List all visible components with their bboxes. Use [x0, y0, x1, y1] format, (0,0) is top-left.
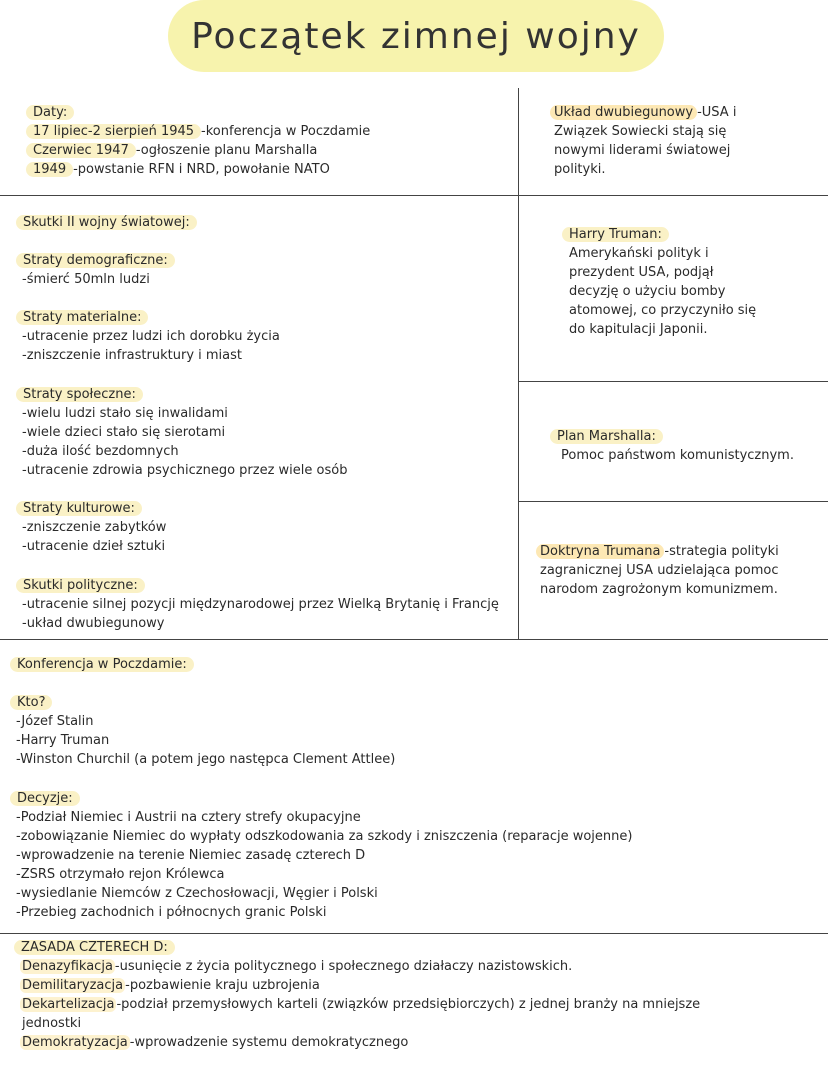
skutki-heading: Skutki II wojny światowej: [16, 213, 197, 232]
daty-heading: Daty: [26, 103, 74, 122]
divider [0, 933, 828, 934]
uklad-line: Układ dwubiegunowy -USA i [550, 103, 736, 122]
truman-heading: Harry Truman: [562, 225, 669, 244]
truman-line: prezydent USA, podjął [569, 265, 714, 280]
divider [518, 501, 828, 502]
zasada-item: jednostki [22, 1016, 82, 1031]
list-item: -Winston Churchil (a potem jego następca Clement Attlee) [16, 752, 396, 767]
marshall-heading: Plan Marshalla: [550, 427, 663, 446]
doktryna-line: Doktryna Trumana -strategia polityki [536, 542, 779, 561]
konferencja-heading: Konferencja w Poczdamie: [10, 655, 194, 674]
daty-item: 17 lipiec-2 sierpień 1945 -konferencja w Poczdamie [26, 122, 370, 141]
uklad-line: polityki. [554, 162, 606, 177]
uklad-line: Związek Sowiecki stają się [554, 124, 727, 139]
list-item: -utracenie dzieł sztuki [22, 539, 166, 554]
list-item: -utracenie przez ludzi ich dorobku życia [22, 329, 280, 344]
list-item: -duża ilość bezdomnych [22, 444, 179, 459]
divider [518, 381, 828, 382]
list-item: -ZSRS otrzymało rejon Królewca [16, 867, 225, 882]
straty-kulturowe-heading: Straty kulturowe: [16, 499, 142, 518]
divider [0, 639, 828, 640]
decyzje-heading: Decyzje: [10, 789, 80, 808]
list-item: -zobowiązanie Niemiec do wypłaty odszkodowania za szkody i zniszczenia (reparacje wojenne) [16, 829, 633, 844]
list-item: -śmierć 50mln ludzi [22, 272, 150, 287]
list-item: -zniszczenie zabytków [22, 520, 167, 535]
straty-spoleczne-heading: Straty społeczne: [16, 385, 143, 404]
daty-item: Czerwiec 1947 -ogłoszenie planu Marshalla [26, 141, 317, 160]
straty-demograficzne-heading: Straty demograficzne: [16, 251, 175, 270]
marshall-text: Pomoc państwom komunistycznym. [561, 448, 794, 463]
list-item: -utracenie silnej pozycji międzynarodowej przez Wielką Brytanię i Francję [22, 597, 499, 612]
list-item: -wiele dzieci stało się sierotami [22, 425, 226, 440]
skutki-polityczne-heading: Skutki polityczne: [16, 576, 145, 595]
truman-line: do kapitulacji Japonii. [569, 322, 708, 337]
straty-materialne-heading: Straty materialne: [16, 308, 148, 327]
list-item: -Przebieg zachodnich i północnych granic Polski [16, 905, 327, 920]
list-item: -utracenie zdrowia psychicznego przez wiele osób [22, 463, 348, 478]
truman-line: atomowej, co przyczyniło się [569, 303, 757, 318]
list-item: -zniszczenie infrastruktury i miast [22, 348, 242, 363]
zasada-heading: ZASADA CZTERECH D: [14, 938, 175, 957]
list-item: -Podział Niemiec i Austrii na cztery strefy okupacyjne [16, 810, 361, 825]
list-item: -Józef Stalin [16, 714, 94, 729]
divider [0, 195, 828, 196]
truman-line: Amerykański polityk i [569, 246, 709, 261]
truman-line: decyzję o użyciu bomby [569, 284, 726, 299]
daty-item: 1949 -powstanie RFN i NRD, powołanie NATO [26, 160, 330, 179]
list-item: -wprowadzenie na terenie Niemiec zasadę czterech D [16, 848, 366, 863]
list-item: -wysiedlanie Niemców z Czechosłowacji, Węgier i Polski [16, 886, 378, 901]
page-title: Początek zimnej wojny [168, 0, 664, 72]
list-item: -układ dwubiegunowy [22, 616, 165, 631]
zasada-item: Demilitaryzacja -pozbawienie kraju uzbrojenia [22, 978, 320, 993]
zasada-item: Demokratyzacja -wprowadzenie systemu demokratycznego [22, 1035, 409, 1050]
zasada-item: Dekartelizacja -podział przemysłowych karteli (związków przedsiębiorczych) z jednej branży na mniejsze [22, 997, 701, 1012]
zasada-item: Denazyfikacja -usunięcie z życia politycznego i społecznego działaczy nazistowskich. [22, 959, 573, 974]
kto-heading: Kto? [10, 693, 52, 712]
doktryna-line: zagranicznej USA udzielająca pomoc [540, 563, 779, 578]
list-item: -wielu ludzi stało się inwalidami [22, 406, 228, 421]
divider [518, 88, 519, 639]
list-item: -Harry Truman [16, 733, 110, 748]
doktryna-line: narodom zagrożonym komunizmem. [540, 582, 778, 597]
uklad-line: nowymi liderami światowej [554, 143, 731, 158]
